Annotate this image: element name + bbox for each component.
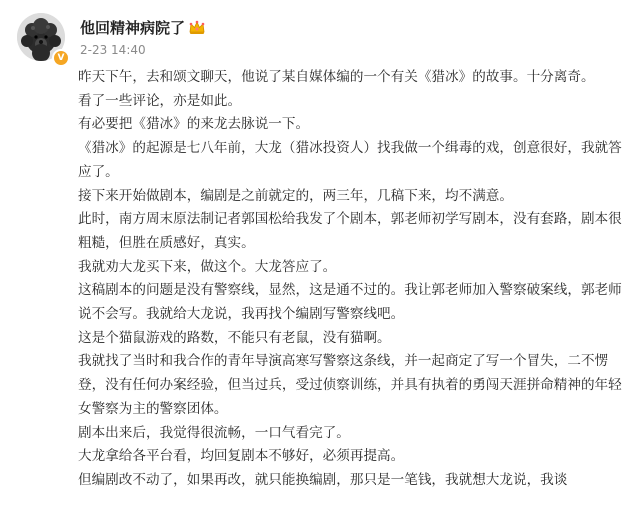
username-link[interactable] xyxy=(80,17,205,39)
paragraph: 我就找了当时和我合作的青年导演高寒写警察这条线，并一起商定了写一个冒失，二不愣登，没有任何办案经验，但当过兵，受过侦察训练，并具有执着的勇闯天涯拼命精神的年轻女警察为主的警察团体。 xyxy=(78,353,622,417)
crown-emoji-icon xyxy=(189,20,205,39)
post-timestamp: 2-23 14:40 xyxy=(80,43,146,57)
paragraph: 这是个猫鼠游戏的路数，不能只有老鼠，没有猫啊。 xyxy=(78,329,391,346)
paragraph: 昨天下午，去和颂文聊天，他说了某自媒体编的一个有关《猎冰》的故事。十分离奇。 xyxy=(78,69,595,85)
verified-badge-icon: V xyxy=(52,49,70,67)
paragraph: 这稿剧本的问题是没有警察线，显然，这是通不过的。我让郭老师加入警察破案线，郭老师说不会写。我就给大龙说，我再找个编剧写警察线吧。 xyxy=(78,282,622,323)
paragraph: 《猎冰》的起源是七八年前，大龙（猎冰投资人）找我做一个缉毒的戏，创意很好，我就答应了。 xyxy=(78,140,622,180)
username-text: 他回精神病院了 xyxy=(80,19,186,37)
paragraph: 接下来开始做剧本，编剧是之前就定的，两三年，几稿下来，均不满意。 xyxy=(78,187,513,204)
paragraph: 但编剧改不动了，如果再改，就只能换编剧，那只是一笔钱，我就想大龙说，我谈 xyxy=(78,471,568,488)
paragraph: 剧本出来后，我觉得很流畅，一口气看完了。 xyxy=(78,424,350,441)
paragraph: 此时，南方周末原法制记者郭国松给我发了个剧本，郭老师初学写剧本，没有套路，剧本很粗糙，但胜在质感好，真实。 xyxy=(78,211,622,251)
paragraph: 我就劝大龙买下来，做这个。大龙答应了。 xyxy=(78,258,337,275)
paragraph: 有必要把《猎冰》的来龙去脉说一下。 xyxy=(78,116,310,133)
paragraph: 大龙拿给各平台看，均回复剧本不够好，必须再提高。 xyxy=(78,448,405,465)
post-header xyxy=(0,0,639,64)
post-body xyxy=(78,66,626,493)
paragraph: 看了一些评论，亦是如此。 xyxy=(78,92,242,109)
